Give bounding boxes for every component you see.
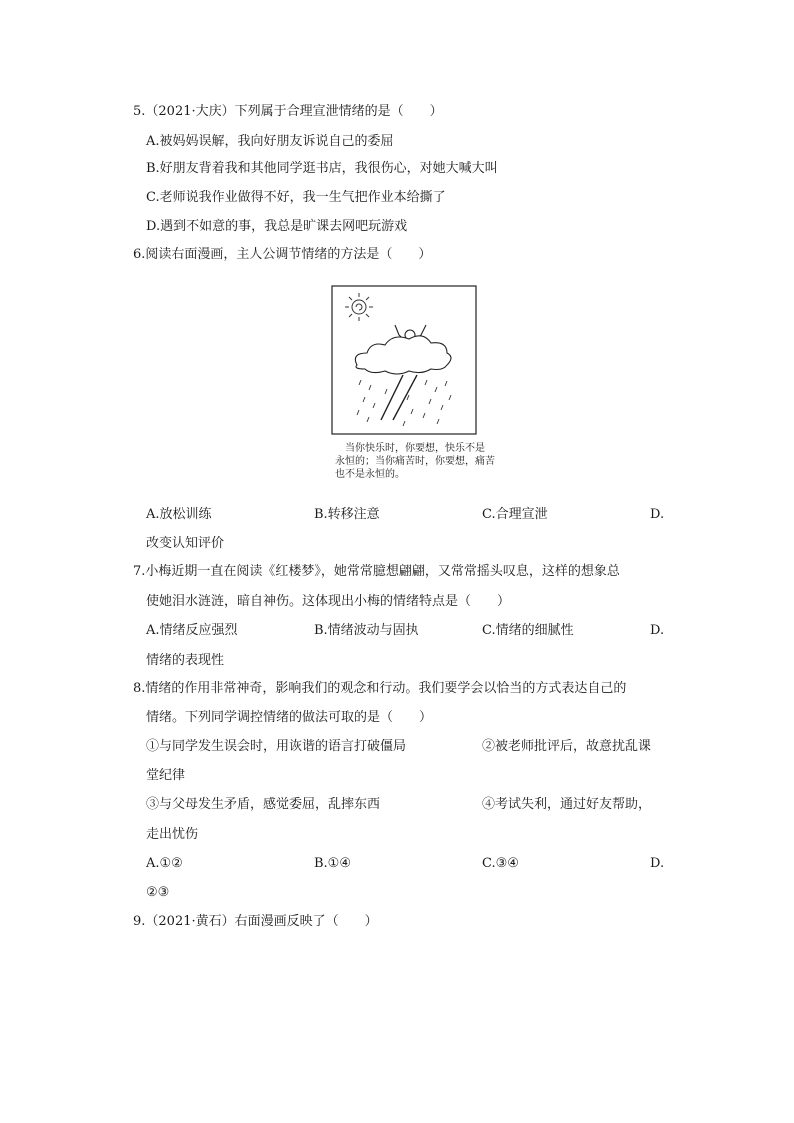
q8-item-3: ③与父母发生矛盾，感觉委屈，乱摔东西	[146, 797, 381, 812]
q7-option-c: C.情绪的细腻性	[482, 623, 574, 638]
q8-stem-line-2: 情绪。下列同学调控情绪的做法可取的是（ ）	[146, 710, 433, 725]
comic-figure	[331, 285, 495, 485]
q6-option-d: D.	[650, 507, 665, 522]
q5-option-d: D.遇到不如意的事，我总是旷课去网吧玩游戏	[146, 219, 408, 234]
q9-stem: 9.（2021·黄石）右面漫画反映了（ ）	[133, 914, 378, 929]
q5-option-c: C.老师说我作业做得不好，我一生气把作业本给撕了	[146, 190, 446, 205]
q8-item-2: ②被老师批评后，故意扰乱课	[482, 739, 652, 754]
q6-option-a: A.放松训练	[146, 507, 212, 522]
q8-item-2-wrap: 堂纪律	[146, 768, 186, 783]
q8-item-1: ①与同学发生误会时，用诙谐的语言打破僵局	[146, 739, 407, 754]
comic-caption-line-3: 也不是永恒的。	[335, 469, 405, 480]
q8-option-a: A.①②	[146, 856, 183, 871]
q7-option-a: A.情绪反应强烈	[146, 623, 238, 638]
q7-stem-line-1: 7.小梅近期一直在阅读《红楼梦》，她常常臆想翩翩，又常常摇头叹息，这样的想象总	[133, 564, 620, 579]
comic-caption-line-2: 永恒的；当你痛苦时，你要想，痛苦	[335, 456, 495, 467]
q6-option-c: C.合理宣泄	[482, 507, 548, 522]
q5-stem: 5.（2021·大庆）下列属于合理宣泄情绪的是（ ）	[133, 104, 443, 119]
q8-option-c: C.③④	[482, 856, 519, 871]
q5-option-b: B.好朋友背着我和其他同学逛书店，我很伤心，对她大喊大叫	[146, 161, 498, 176]
q7-option-d-text: 情绪的表现性	[146, 653, 225, 668]
q6-option-d-text: 改变认知评价	[146, 536, 225, 551]
q7-option-d: D.	[650, 623, 665, 638]
q8-stem-line-1: 8.情绪的作用非常神奇，影响我们的观念和行动。我们要学会以恰当的方式表达自己的	[133, 681, 627, 696]
comic-illustration	[331, 285, 477, 485]
q8-item-4-wrap: 走出忧伤	[146, 827, 199, 842]
q8-option-d: D.	[650, 856, 665, 871]
comic-caption-line-1: 当你快乐时，你要想，快乐不是	[345, 443, 485, 454]
q7-option-b: B.情绪波动与固执	[314, 623, 419, 638]
q7-stem-line-2: 使她泪水涟涟，暗自神伤。这体现出小梅的情绪特点是（ ）	[146, 594, 511, 609]
q8-item-4: ④考试失利，通过好友帮助，	[482, 797, 652, 812]
q6-stem: 6.阅读右面漫画，主人公调节情绪的方法是（ ）	[133, 247, 432, 262]
q5-option-a: A.被妈妈误解，我向好朋友诉说自己的委屈	[146, 134, 394, 149]
q8-option-d-text: ②③	[146, 885, 170, 900]
q6-option-b: B.转移注意	[314, 507, 380, 522]
q8-option-b: B.①④	[314, 856, 351, 871]
